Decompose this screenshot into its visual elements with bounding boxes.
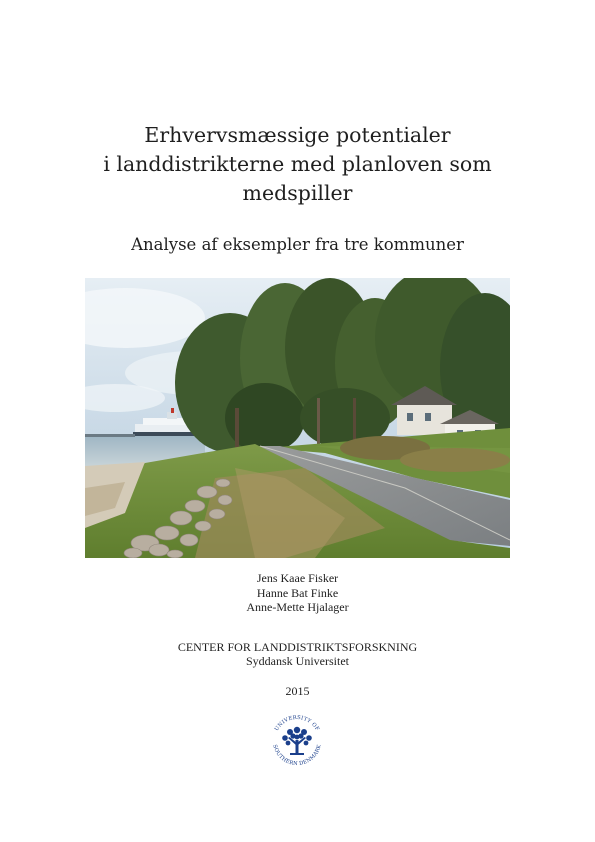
author-list [100, 571, 495, 615]
document-title [60, 121, 535, 208]
coastal-road-landscape-photo [85, 278, 510, 558]
institution-name: CENTER FOR LANDDISTRIKTSFORSKNING [177, 640, 418, 654]
institution-block [100, 640, 495, 668]
title-line: Erhvervsmæssige potentialer [144, 123, 451, 147]
logo-ring-text-bottom: SOUTHERN DENMARK [271, 744, 323, 768]
publication-year: 2015 [285, 684, 310, 698]
logo-ring-text-top: UNIVERSITY OF [273, 714, 321, 733]
title-line: i landdistrikterne med planloven som [103, 152, 492, 176]
title-line: medspiller [242, 181, 353, 205]
document-subtitle: Analyse af eksempler fra tre kommuner [131, 235, 464, 254]
author-name: Jens Kaae Fisker [256, 571, 339, 585]
university-tree-seal-icon [266, 710, 328, 772]
author-name: Hanne Bat Finke [256, 585, 339, 600]
author-name: Anne-Mette Hjalager [246, 600, 349, 614]
university-name: Syddansk Universitet [246, 654, 349, 668]
